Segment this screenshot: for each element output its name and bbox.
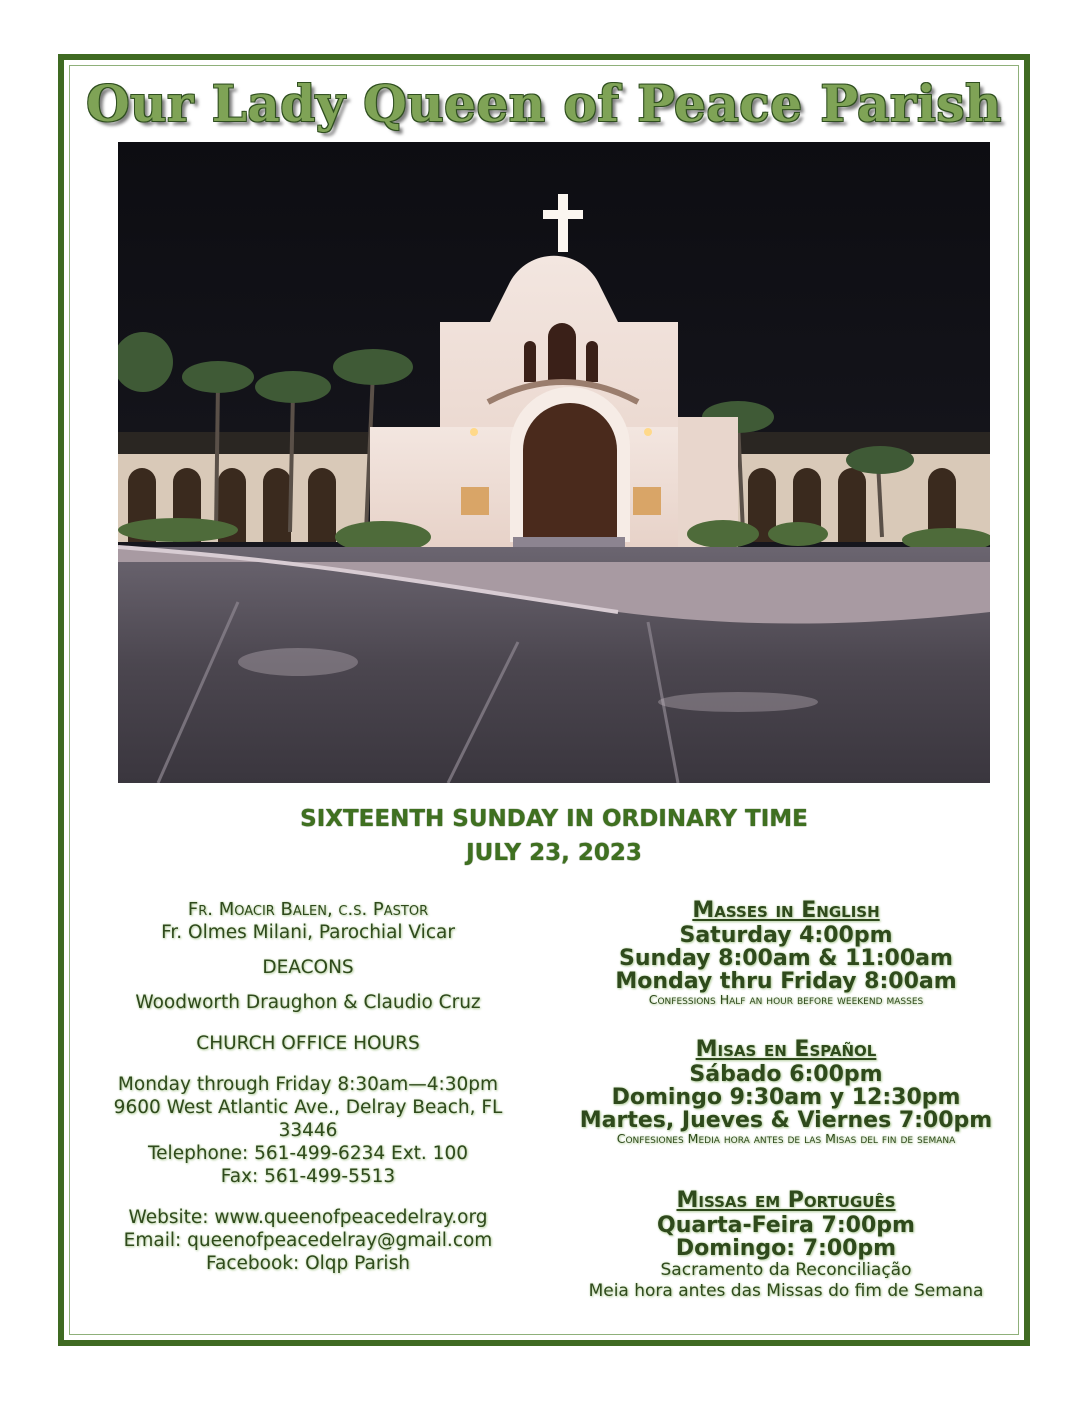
pastor-line: Fr. Moacir Balen, c.s. Pastor xyxy=(187,899,429,920)
english-weekday: Monday thru Friday 8:00am xyxy=(615,969,957,994)
church-illustration xyxy=(118,142,990,783)
email-link[interactable]: Email: queenofpeacedelray@gmail.com xyxy=(123,1230,493,1251)
deacons-heading: DEACONS xyxy=(262,957,354,978)
english-saturday: Saturday 4:00pm xyxy=(679,923,893,948)
feast-date: JULY 23, 2023 xyxy=(466,840,642,866)
portuguese-heading: Missas em Português xyxy=(676,1188,896,1213)
feast-heading xyxy=(118,802,990,870)
church-photo xyxy=(118,142,990,783)
spanish-saturday: Sábado 6:00pm xyxy=(689,1062,883,1087)
parish-title: Our Lady Queen of Peace Parish xyxy=(86,74,1002,133)
parish-info xyxy=(78,898,538,1275)
office-hours: Monday through Friday 8:30am—4:30pm xyxy=(117,1074,499,1095)
english-sunday: Sunday 8:00am & 11:00am xyxy=(619,946,953,971)
address-line1: 9600 West Atlantic Ave., Delray Beach, FL xyxy=(113,1097,503,1118)
spanish-sunday: Domingo 9:30am y 12:30pm xyxy=(611,1085,961,1110)
facebook-link[interactable]: Facebook: Olqp Parish xyxy=(206,1253,410,1274)
portuguese-sunday: Domingo: 7:00pm xyxy=(675,1236,897,1261)
fax: Fax: 561-499-5513 xyxy=(220,1166,396,1187)
address-line2: 33446 xyxy=(278,1120,338,1141)
mass-schedule xyxy=(560,898,1012,1302)
telephone: Telephone: 561-499-6234 Ext. 100 xyxy=(148,1143,468,1164)
spanish-confessions: Confesiones Media hora antes de las Misas del fin de semana xyxy=(616,1131,956,1146)
english-heading: Masses in English xyxy=(692,898,880,923)
feast-title: SIXTEENTH SUNDAY IN ORDINARY TIME xyxy=(300,806,808,832)
deacons-names: Woodworth Draughon & Claudio Cruz xyxy=(135,992,481,1013)
office-hours-heading: CHURCH OFFICE HOURS xyxy=(196,1033,420,1054)
spanish-weekday: Martes, Jueves & Viernes 7:00pm xyxy=(579,1108,993,1133)
spanish-heading: Misas en Español xyxy=(695,1037,877,1062)
portuguese-confessions: Meia hora antes das Missas do fim de Semana xyxy=(588,1281,984,1301)
website-link[interactable]: Website: www.queenofpeacedelray.org xyxy=(128,1207,488,1228)
portuguese-reconciliation: Sacramento da Reconciliação xyxy=(660,1260,912,1280)
vicar-line: Fr. Olmes Milani, Parochial Vicar xyxy=(161,922,455,943)
portuguese-wednesday: Quarta-Feira 7:00pm xyxy=(657,1213,915,1238)
english-confessions: Confessions Half an hour before weekend masses xyxy=(648,992,924,1007)
